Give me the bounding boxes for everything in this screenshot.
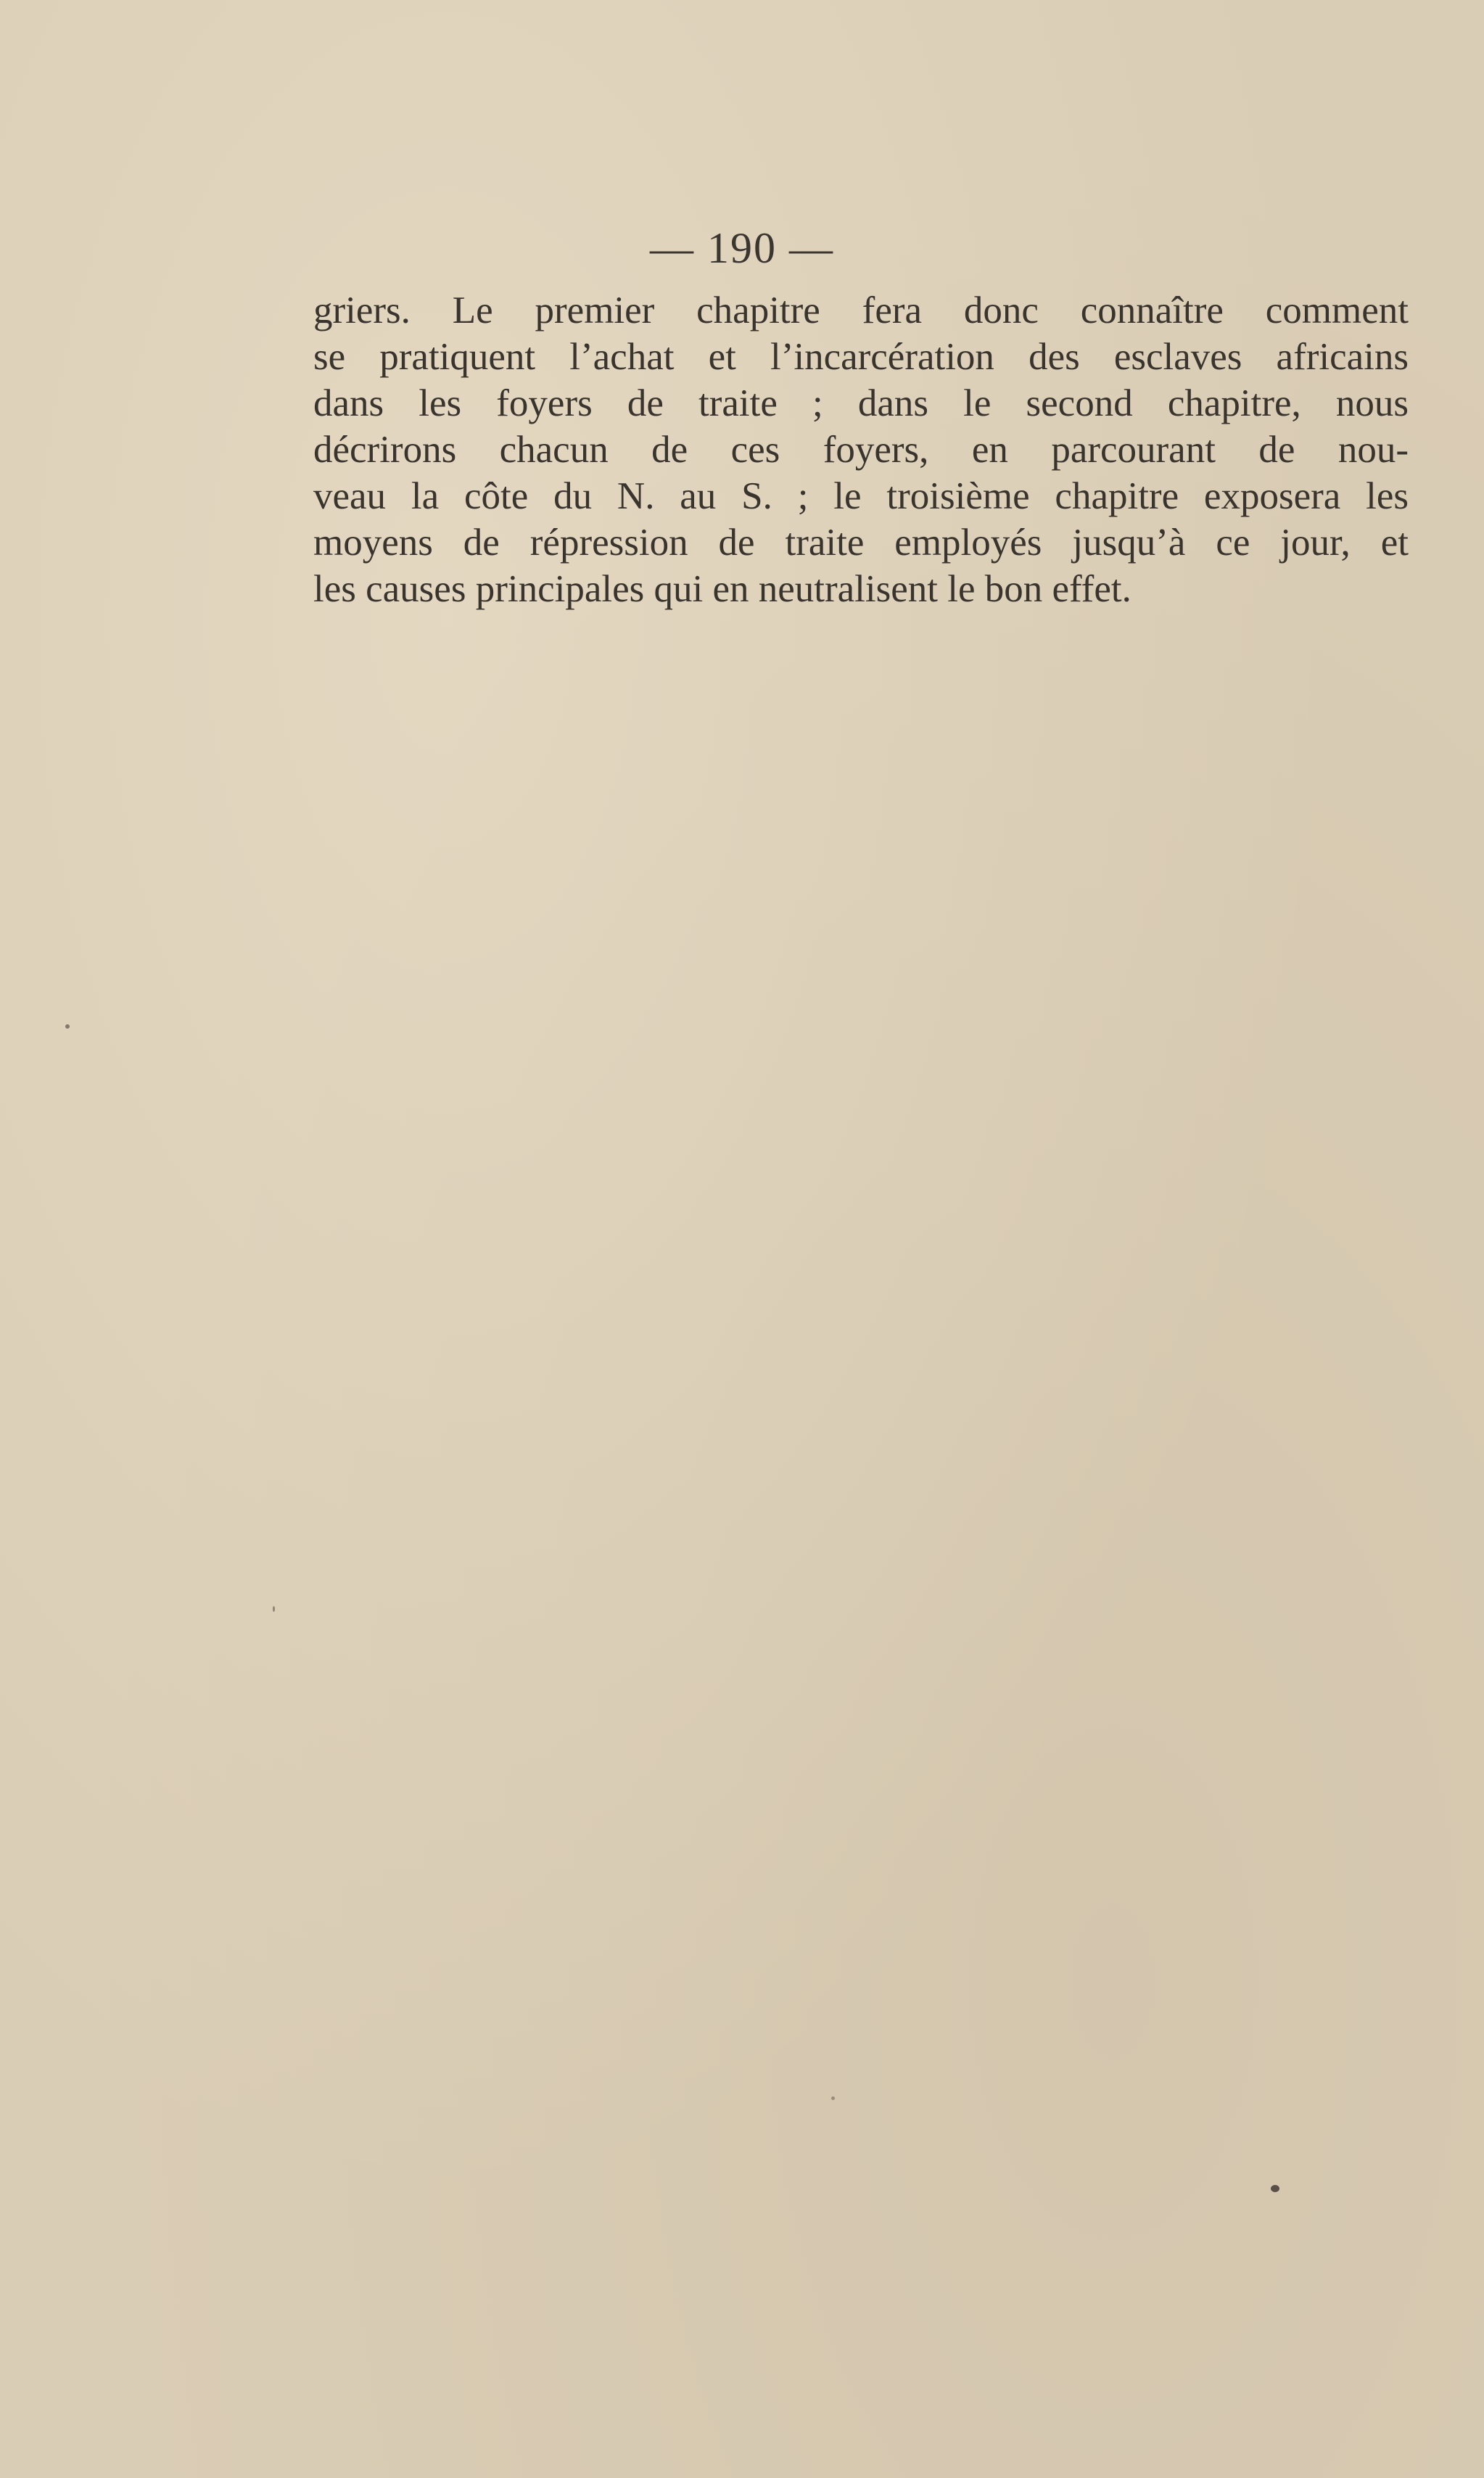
- text-line: se pratiquent l’achat et l’incarcération des esclaves africains: [313, 336, 1409, 378]
- text-line: griers. Le premier chapitre fera donc connaître comment: [313, 289, 1409, 332]
- ink-speck: [831, 2096, 835, 2100]
- text-line: veau la côte du N. au S. ; le troisième chapitre exposera les: [313, 475, 1409, 517]
- ink-speck: [65, 1024, 70, 1029]
- text-line: les causes principales qui en neutralisent le bon effet.: [313, 568, 1131, 610]
- ink-speck: [1271, 2185, 1279, 2192]
- text-line: moyens de répression de traite employés jusqu’à ce jour, et: [313, 522, 1409, 564]
- text-line: décrirons chacun de ces foyers, en parcourant de nou-: [313, 429, 1409, 471]
- page-number: — 190 —: [650, 224, 834, 272]
- ink-speck: [273, 1606, 275, 1612]
- text-line: dans les foyers de traite ; dans le second chapitre, nous: [313, 382, 1409, 424]
- paragraph: [313, 287, 1409, 612]
